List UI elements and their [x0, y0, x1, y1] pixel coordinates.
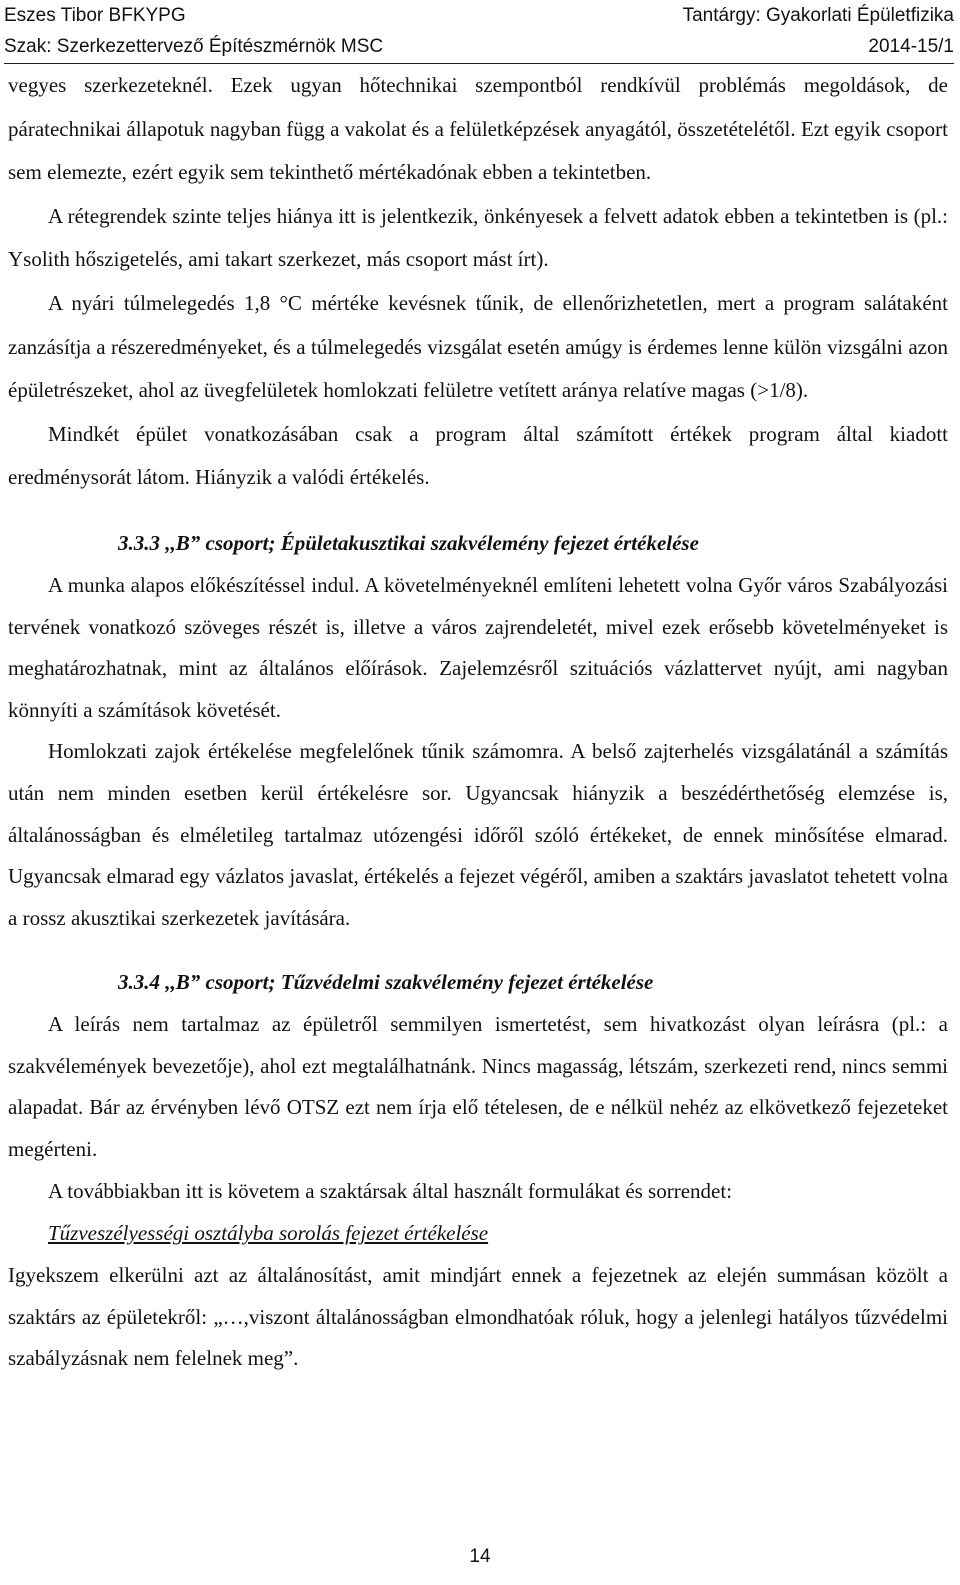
subsection-heading: Tűzveszélyességi osztályba sorolás fejezet értékelése: [48, 1221, 489, 1246]
paragraph: A leírás nem tartalmaz az épületről semmilyen ismertetést, sem hivatkozást olyan leírásra (pl.: a szakvélemények bevezetője), ahol ezt megtalálhatnánk. Nincs magasság, létszám, szerkezeti rend, nincs semmi alapadat. Bár az érvényben lévő OTSZ ezt nem írja elő tételesen, de e nélkül nehéz az elkövetkező fejezeteket megérteni.: [8, 1012, 948, 1162]
header-semester: 2014-15/1: [868, 36, 954, 57]
paragraph: A munka alapos előkészítéssel indul. A követelményeknél említeni lehetett volna Győr város Szabályozási tervének vonatkozó szöveges részét is, illetve a város zajrendeletét, mivel ezek erősebb követelményeket is meghatározhatnak, mint az általános előírások. Zajelemzésről szituációs vázlattervet nyújt, ami nagyban könnyíti a számítások követését.: [8, 572, 948, 722]
paragraph: vegyes szerkezeteknél. Ezek ugyan hőtechnikai szempontból rendkívül problémás megoldások, de páratechnikai állapotuk nagyban függ a vakolat és a felületképzések anyagától, összetételétől. Ezt egyik csoport sem elemezte, ezért egyik sem tekinthető mértékadónak ebben a tekintetben.: [8, 73, 948, 185]
section-heading: 3.3.4 ,,B” csoport; Tűzvédelmi szakvélemény fejezet értékelése: [118, 970, 654, 995]
paragraph: A továbbiakban itt is követem a szaktársak által használt formulákat és sorrendet:: [48, 1178, 733, 1203]
section-heading: 3.3.3 ,,B” csoport; Épületakusztikai szakvélemény fejezet értékelése: [118, 530, 699, 555]
header-major: Szak: Szerkezettervező Építészmérnök MSC: [4, 36, 384, 57]
paragraph: A nyári túlmelegedés 1,8 °C mértéke kevésnek tűnik, de ellenőrizhetetlen, mert a program salátaként zanzásítja a részeredményeket, és a túlmelegedés vizsgálat esetén amúgy is érdemes lenne külön vizsgálni azon épületrészeket, ahol az üvegfelületek homlokzati felületre vetített aránya relatíve magas (>1/8).: [8, 290, 948, 403]
paragraph: Homlokzati zajok értékelése megfelelőnek tűnik számomra. A belső zajterhelés vizsgálatánál a számítás után nem minden esetben kerül értékelésre sor. Ugyancsak hiányzik a beszédérthetőség elemzése is, általánosságban és elméletileg tartalmaz utózengési időről szóló értékeket, de ennek minősítése elmarad. Ugyancsak elmarad egy vázlatos javaslat, értékelés a fejezet végéről, amiben a szaktárs javaslatot tehetett volna a rossz akusztikai szerkezetek javítására.: [8, 739, 948, 930]
paragraph: Igyekszem elkerülni azt az általánosítást, amit mindjárt ennek a fejezetnek az elején summásan közölt a szaktárs az épületekről: „…,viszont általánosságban elmondhatóak róluk, hogy a jelenlegi hatályos tűzvédelmi szabályzásnak nem felelnek meg”.: [8, 1263, 948, 1371]
document-body: [8, 64, 948, 1380]
paragraph: Mindkét épület vonatkozásában csak a program által számított értékek program által kiadott eredménysorát látom. Hiányzik a valódi értékelés.: [8, 421, 948, 490]
page-header: [4, 0, 954, 62]
paragraph: A rétegrendek szinte teljes hiánya itt is jelentkezik, önkényesek a felvett adatok ebben a tekintetben is (pl.: Ysolith hőszigetelés, ami takart szerkezet, más csoport mást írt).: [8, 203, 948, 272]
page-number: 14: [469, 1546, 491, 1567]
header-author: Eszes Tibor BFKYPG: [4, 5, 186, 26]
header-subject: Tantárgy: Gyakorlati Épületfizika: [682, 5, 954, 26]
